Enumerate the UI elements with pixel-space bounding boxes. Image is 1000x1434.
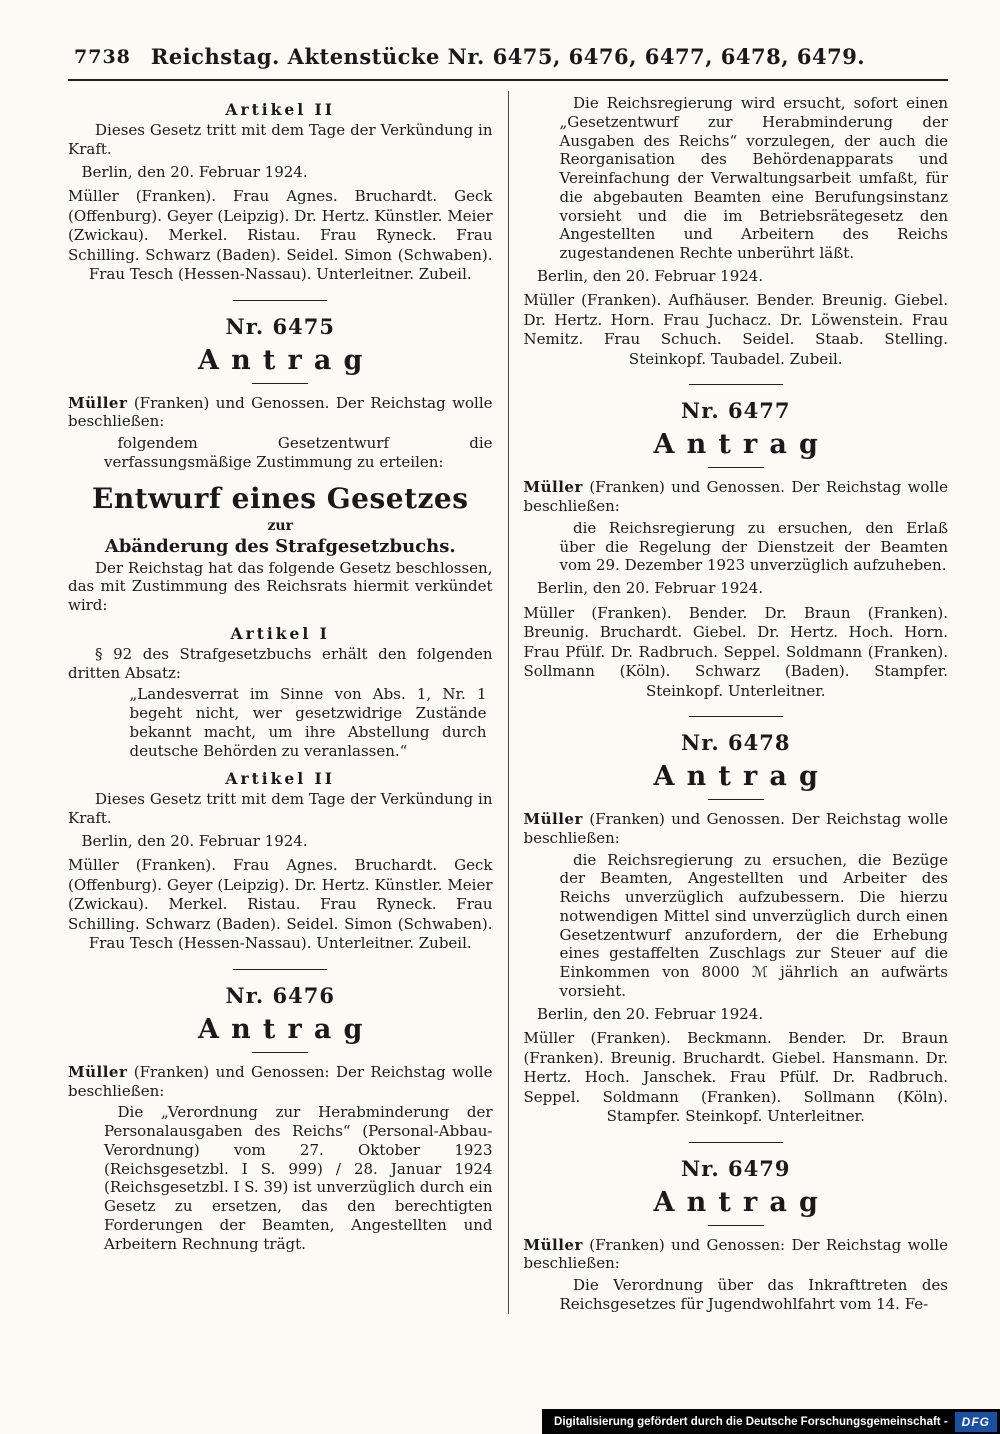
resolution-text: die Reichsregierung zu ersuchen, den Erlaß über die Regelung der Dienstzeit der Beamten vom 29. Dezember 1923 unverzüglich aufzuheben. — [559, 518, 948, 575]
mover-paragraph — [524, 478, 949, 516]
document-type-heading: Antrag — [653, 429, 831, 461]
right-column — [509, 91, 949, 1314]
dfg-logo: DFG — [955, 1412, 997, 1432]
mover-paragraph — [68, 394, 493, 432]
mover-paragraph — [524, 810, 949, 848]
document-type-heading: Antrag — [653, 761, 831, 792]
resolution-text: Die „Verordnung zur Herabminderung der Personalausgaben des Reichs“ (Personal-Abbau-Verordnung) vom 27. Oktober 1923 (Reichsgesetzbl. I S. 999) / 28. Januar 1924 (Reichsgesetzbl. I S. 39) ist unverzüglich durch ein Gesetz zu ersetzen, das den berechtigten Forderungen der Beamten, Angestellten und Arbeitern Rechnung trägt. — [104, 1103, 493, 1253]
resolution-text: Die Verordnung über das Inkrafttreten des Reichsgesetzes für Jugendwohlfahrt vom 14. Fe- — [559, 1276, 948, 1313]
page-number: 7738 — [74, 46, 131, 68]
digitization-footer — [542, 1409, 1000, 1434]
document-number: Nr. 6476 — [225, 982, 335, 1008]
law-title: Entwurf eines Gesetzes — [92, 481, 469, 515]
body-paragraph: Dieses Gesetz tritt mit dem Tage der Verkündung in Kraft. — [68, 790, 493, 827]
mover-name: Müller — [523, 478, 583, 497]
document-number: Nr. 6478 — [681, 730, 791, 755]
mover-text: (Franken) und Genossen. Der Reichstag wolle beschließen: — [68, 393, 493, 431]
mover-name: Müller — [523, 810, 583, 828]
law-subtitle: Abänderung des Strafgesetzbuchs. — [104, 535, 456, 557]
document-number: Nr. 6479 — [681, 1155, 791, 1181]
signature-list: Müller (Franken). Frau Agnes. Bruchardt. Geck (Offenburg). Geyer (Leipzig). Dr. Hertz. Künstler. Meier (Zwickau). Merkel. Ristau. Frau Ryneck. Frau Schilling. Schwarz (Baden). Seidel. Simon (Schwaben). Frau Tesch (Hessen-Nassau). Unterleitner. Zubeil. — [68, 187, 493, 283]
dateline: Berlin, den 20. Februar 1924. — [537, 1004, 764, 1023]
mover-text: (Franken) und Genossen. Der Reichstag wolle beschließen: — [523, 478, 948, 515]
document-number: Nr. 6477 — [681, 398, 791, 424]
document-type-heading: Antrag — [653, 1186, 831, 1218]
section-divider — [233, 300, 327, 301]
signature-list: Müller (Franken). Frau Agnes. Bruchardt. Geck (Offenburg). Geyer (Leipzig). Dr. Hertz. Künstler. Meier (Zwickau). Merkel. Ristau. Frau Ryneck. Frau Schilling. Schwarz (Baden). Seidel. Simon (Schwaben). Frau Tesch (Hessen-Nassau). Unterleitner. Zubeil. — [68, 856, 493, 953]
article-heading: Artikel II — [225, 769, 336, 789]
mover-text: (Franken) und Genossen: Der Reichstag wolle beschließen: — [523, 1235, 948, 1273]
quote-paragraph: „Landesverrat im Sinne von Abs. 1, Nr. 1 begeht nicht, wer gesetzwidrige Zustände bekannt macht, um ihre Abstellung durch deutsche Behörden zu veranlassen.“ — [129, 685, 487, 760]
digitization-credit: Digitalisierung gefördert durch die Deutsche Forschungsgemeinschaft - — [554, 1415, 948, 1428]
document-type-heading: Antrag — [198, 1013, 375, 1045]
dateline: Berlin, den 20. Februar 1924. — [537, 266, 764, 285]
body-paragraph: § 92 des Strafgesetzbuchs erhält den folgenden dritten Absatz: — [68, 644, 493, 682]
article-heading: Artikel II — [225, 100, 336, 119]
dateline: Berlin, den 20. Februar 1924. — [537, 579, 764, 597]
mover-text: (Franken) und Genossen: Der Reichstag wolle beschließen: — [68, 1062, 493, 1100]
mover-name: Müller — [68, 393, 128, 412]
heading-rule — [252, 383, 308, 384]
section-divider — [689, 384, 783, 385]
body-paragraph: Dieses Gesetz tritt mit dem Tage der Verkündung in Kraft. — [68, 121, 493, 158]
mover-text: (Franken) und Genossen. Der Reichstag wolle beschließen: — [523, 810, 948, 847]
signature-list: Müller (Franken). Bender. Dr. Braun (Franken). Breunig. Bruchardt. Giebel. Dr. Hertz. Hoch. Horn. Frau Pfülf. Dr. Radbruch. Seppel. Soldmann (Franken). Sollmann (Köln). Schwarz (Baden). Stampfer. Steinkopf. Unterleitner. — [523, 603, 948, 700]
page-header — [68, 44, 948, 74]
mover-paragraph — [68, 1063, 493, 1101]
section-divider — [689, 716, 783, 717]
mover-name: Müller — [523, 1235, 583, 1254]
header-title: Reichstag. Aktenstücke Nr. 6475, 6476, 6477, 6478, 6479. — [150, 44, 866, 69]
heading-rule — [708, 1225, 764, 1226]
dateline: Berlin, den 20. Februar 1924. — [81, 831, 308, 850]
dateline: Berlin, den 20. Februar 1924. — [81, 162, 308, 181]
preamble-paragraph: Der Reichstag hat das folgende Gesetz beschlossen, das mit Zustimmung des Reichsrats hiermit verkündet wird: — [68, 558, 493, 614]
document-type-heading: Antrag — [198, 344, 375, 376]
section-divider — [689, 1142, 783, 1143]
mover-name: Müller — [68, 1062, 128, 1081]
law-connector: zur — [267, 517, 293, 534]
signature-list: Müller (Franken). Beckmann. Bender. Dr. Braun (Franken). Breunig. Bruchardt. Giebel. Hansmann. Dr. Hertz. Hoch. Janschek. Frau Pfülf. Dr. Radbruch. Seppel. Soldmann (Franken). Sollmann (Köln). Stampfer. Steinkopf. Unterleitner. — [523, 1029, 948, 1125]
left-column — [68, 91, 508, 1314]
two-column-layout — [68, 91, 948, 1314]
article-heading: Artikel I — [230, 623, 330, 643]
section-divider — [233, 969, 327, 970]
heading-rule — [708, 799, 764, 800]
heading-rule — [708, 467, 764, 468]
heading-rule — [252, 1052, 308, 1053]
resolution-text: Die Reichsregierung wird ersucht, sofort einen „Gesetzentwurf zur Herabminderung der Ausgaben des Reichs“ vorzulegen, der auch die Reorganisation des Behördenapparats und Vereinfachung der Verwaltungsarbeit umfaßt, für die abgebauten Beamten eine Berufungsinstanz vorsieht und die im Betriebsrätegesetz den Angestellten und Arbeitern des Reichs zugestandenen Rechte unberührt läßt. — [559, 94, 948, 262]
signature-list: Müller (Franken). Aufhäuser. Bender. Breunig. Giebel. Dr. Hertz. Horn. Frau Juchacz. Dr. Löwenstein. Frau Nemitz. Frau Schuch. Seidel. Staab. Stelling. Steinkopf. Taubadel. Zubeil. — [523, 291, 948, 368]
header-rule — [68, 79, 948, 81]
resolution-text: folgendem Gesetzentwurf die verfassungsmäßige Zustimmung zu erteilen: — [104, 434, 493, 471]
resolution-text: die Reichsregierung zu ersuchen, die Bezüge der Beamten, Angestellten und Arbeiter des Reichs unverzüglich aufzubessern. Die hierzu notwendigen Mittel sind unverzüglich durch einen Gesetzentwurf anzufordern, der die Erhebung eines gestaffelten Zuschlags zur Steuer auf die Einkommen von 8000 ℳ jährlich an aufwärts vorsieht. — [559, 850, 948, 1000]
document-number: Nr. 6475 — [225, 313, 335, 339]
mover-paragraph — [524, 1236, 949, 1274]
